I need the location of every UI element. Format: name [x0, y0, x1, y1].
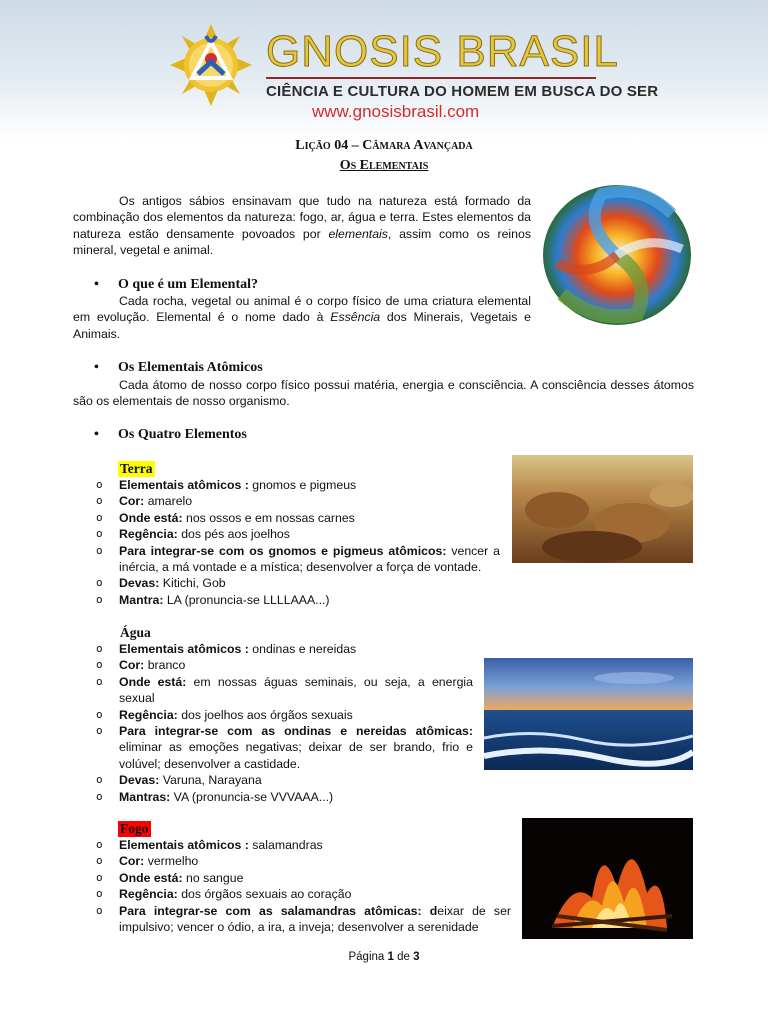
intro-paragraph: Os antigos sábios ensinavam que tudo na natureza está formado da combinação dos elementos da natureza: fogo, ar, água e terra. Estes elementos da natureza estão densamente povoados por elementais, assim como os reinos mineral, vegetal e animal.: [73, 194, 531, 258]
list-item: o Regência: dos pés aos joelhos: [96, 526, 500, 542]
list-item: o Para integrar-se com as ondinas e nereidas atômicas: eliminar as emoções negativas; deixar de ser brando, frio e volúvel; desenvolver a castidade.: [96, 723, 473, 772]
fogo-title: Fogo: [120, 821, 149, 836]
list-item: o Cor: amarelo: [96, 493, 500, 509]
list-item: o Cor: branco: [96, 657, 473, 673]
agua-list: [96, 641, 473, 805]
list-item: o Elementais atômicos : salamandras: [96, 837, 511, 853]
list-item: o Elementais atômicos : gnomos e pigmeus: [96, 477, 500, 493]
water-sea-image: [484, 658, 693, 770]
brand-tagline: CIÊNCIA E CULTURA DO HOMEM EM BUSCA DO SER: [266, 83, 659, 100]
list-item: o Elementais atômicos : ondinas e nereidas: [96, 641, 473, 657]
list-item: o Para integrar-se com as salamandras atômicas: deixar de ser impulsivo; vencer o ódio, a ira, a inveja; desenvolver a serenidade: [96, 903, 511, 936]
list-item: o Regência: dos joelhos aos órgãos sexuais: [96, 707, 473, 723]
bullet: •: [94, 277, 99, 292]
bullet: •: [94, 360, 99, 375]
lesson-subtitle: Os Elementais: [339, 158, 429, 173]
bullet: •: [94, 427, 99, 442]
list-item: o Devas: Kitichi, Gob: [96, 575, 500, 591]
section2-paragraph: Cada átomo de nosso corpo físico possui matéria, energia e consciência. A consciência desses átomos são os elementais de nosso organismo.: [73, 378, 694, 409]
brand-divider: [266, 77, 596, 79]
list-item: o Mantra: LA (pronuncia-se LLLLAAA...): [96, 592, 500, 608]
list-item: o Para integrar-se com os gnomos e pigmeus atômicos: vencer a inércia, a má vontade e a mística; desenvolver a força de vontade.: [96, 543, 500, 576]
gnosis-logo-icon: [168, 22, 254, 108]
fire-bonfire-image: [522, 818, 693, 939]
brand-name: GNOSIS BRASIL: [266, 27, 619, 76]
brand-url-link[interactable]: www.gnosisbrasil.com: [312, 102, 480, 121]
list-item: o Devas: Varuna, Narayana: [96, 772, 473, 788]
list-item: o Cor: vermelho: [96, 853, 511, 869]
page-footer: Página 1 de 3: [348, 951, 420, 963]
list-item: o Mantras: VA (pronuncia-se VVVAAA...): [96, 789, 473, 805]
lesson-title: Lição 04 – Câmara Avançada: [295, 138, 473, 153]
terra-title: Terra: [120, 461, 153, 476]
list-item: o Onde está: nos ossos e em nossas carnes: [96, 510, 500, 526]
list-item: o Onde está: no sangue: [96, 870, 511, 886]
elements-swirl-image: [542, 184, 692, 326]
page-total: 3: [413, 951, 420, 963]
section1-paragraph: Cada rocha, vegetal ou animal é o corpo físico de uma criatura elemental em evolução. Elemental é o nome dado à Essência dos Minerais, Vegetais e Animais.: [73, 294, 531, 341]
page-number: 1: [387, 951, 394, 963]
list-item: o Onde está: em nossas águas seminais, ou seja, a energia sexual: [96, 674, 473, 707]
earth-soil-image: [512, 455, 693, 563]
terra-list: [96, 477, 500, 608]
agua-title: Água: [120, 625, 151, 640]
list-item: o Regência: dos órgãos sexuais ao coração: [96, 886, 511, 902]
fogo-list: [96, 837, 511, 935]
